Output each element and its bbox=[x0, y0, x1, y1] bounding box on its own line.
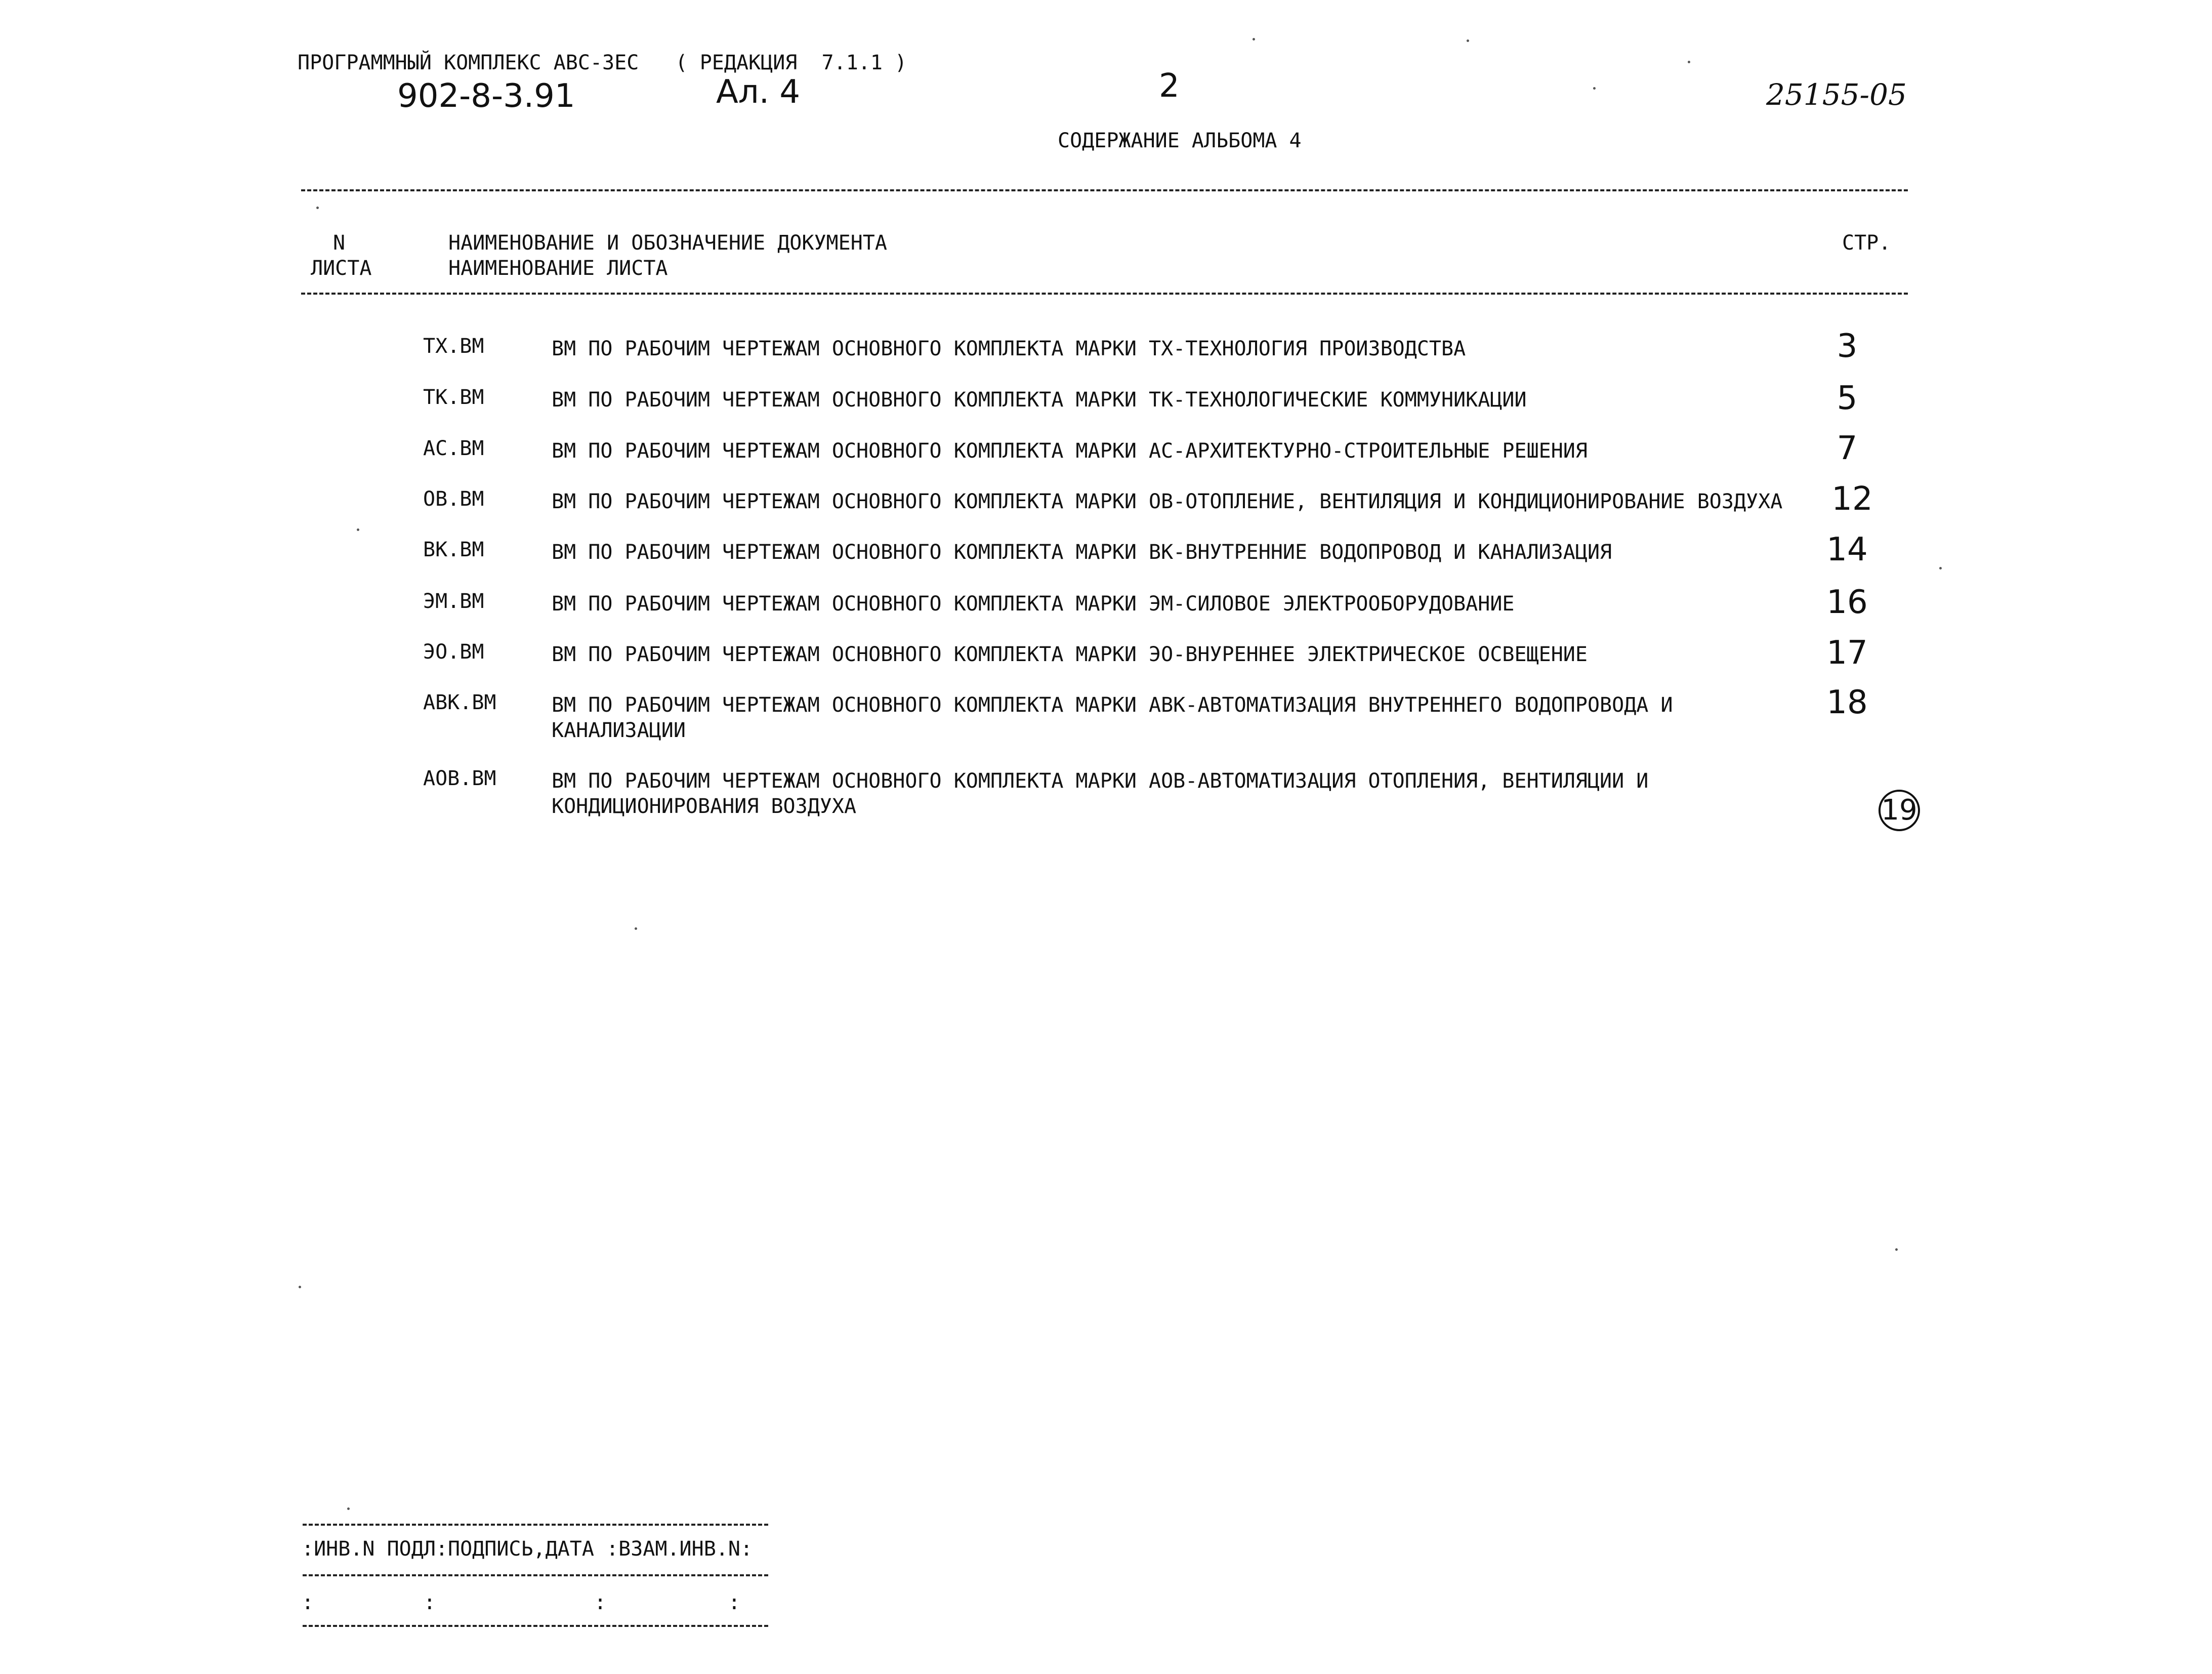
table-header-rule bbox=[301, 293, 1908, 295]
row-name: ВМ ПО РАБОЧИМ ЧЕРТЕЖАМ ОСНОВНОГО КОМПЛЕКТА МАРКИ АВК-АВТОМАТИЗАЦИЯ ВНУТРЕННЕГО ВОДОПРОВОДА И КАНАЛИЗАЦИИ bbox=[552, 693, 1673, 742]
page-number: 2 bbox=[1159, 67, 1180, 105]
table-top-rule bbox=[301, 189, 1908, 191]
scan-speck bbox=[1593, 87, 1596, 90]
row-code: ТХ.ВМ bbox=[423, 335, 484, 358]
row-page-circled bbox=[1817, 757, 1917, 864]
document-title: СОДЕРЖАНИЕ АЛЬБОМА 4 bbox=[1058, 129, 1302, 152]
scan-speck bbox=[1467, 39, 1469, 42]
stamp-rule-top bbox=[303, 1524, 768, 1526]
row-code: ЭО.ВМ bbox=[423, 640, 484, 664]
scan-speck bbox=[635, 927, 637, 930]
row-code: АС.ВМ bbox=[423, 437, 484, 460]
row-code: АОВ.ВМ bbox=[423, 767, 496, 790]
col-sheet-header-2: ЛИСТА bbox=[311, 257, 372, 280]
row-page: 16 bbox=[1826, 584, 1868, 621]
row-name: ВМ ПО РАБОЧИМ ЧЕРТЕЖАМ ОСНОВНОГО КОМПЛЕКТА МАРКИ АОВ-АВТОМАТИЗАЦИЯ ОТОПЛЕНИЯ, ВЕНТИЛЯЦИИ И КОНДИЦИОНИРОВАНИЯ ВОЗДУХА bbox=[552, 769, 1649, 818]
stamp-rule-middle bbox=[303, 1574, 768, 1576]
stamp-rule-bottom bbox=[303, 1625, 768, 1627]
stamp-header: :ИНВ.N ПОДЛ:ПОДПИСЬ,ДАТА :ВЗАМ.ИНВ.N: bbox=[302, 1537, 753, 1561]
scan-speck bbox=[316, 207, 319, 209]
col-page-header: СТР. bbox=[1842, 231, 1891, 255]
row-name: ВМ ПО РАБОЧИМ ЧЕРТЕЖАМ ОСНОВНОГО КОМПЛЕКТА МАРКИ ТК-ТЕХНОЛОГИЧЕСКИЕ КОММУНИКАЦИИ bbox=[552, 388, 1527, 412]
scan-speck bbox=[1253, 38, 1255, 40]
row-name: ВМ ПО РАБОЧИМ ЧЕРТЕЖАМ ОСНОВНОГО КОМПЛЕКТА МАРКИ ТХ-ТЕХНОЛОГИЯ ПРОИЗВОДСТВА bbox=[552, 337, 1466, 360]
row-page: 3 bbox=[1837, 328, 1858, 365]
project-code: 902-8-3.91 bbox=[397, 77, 575, 115]
row-name: ВМ ПО РАБОЧИМ ЧЕРТЕЖАМ ОСНОВНОГО КОМПЛЕКТА МАРКИ ВК-ВНУТРЕННИЕ ВОДОПРОВОД И КАНАЛИЗАЦИЯ bbox=[552, 541, 1612, 564]
stamp-empty-row: : : : : bbox=[302, 1591, 740, 1614]
row-name: ВМ ПО РАБОЧИМ ЧЕРТЕЖАМ ОСНОВНОГО КОМПЛЕКТА МАРКИ АС-АРХИТЕКТУРНО-СТРОИТЕЛЬНЫЕ РЕШЕНИЯ bbox=[552, 439, 1588, 463]
archive-number: 25155-05 bbox=[1766, 77, 1907, 112]
scan-speck bbox=[1688, 61, 1690, 63]
scan-speck bbox=[1939, 567, 1942, 569]
row-name: ВМ ПО РАБОЧИМ ЧЕРТЕЖАМ ОСНОВНОГО КОМПЛЕКТА МАРКИ ЭМ-СИЛОВОЕ ЭЛЕКТРООБОРУДОВАНИЕ bbox=[552, 592, 1515, 616]
row-code: ТК.ВМ bbox=[423, 386, 484, 409]
row-name: ВМ ПО РАБОЧИМ ЧЕРТЕЖАМ ОСНОВНОГО КОМПЛЕКТА МАРКИ ОВ-ОТОПЛЕНИЕ, ВЕНТИЛЯЦИЯ И КОНДИЦИОНИРОВАНИЕ ВОЗДУХА bbox=[552, 490, 1783, 513]
circled-page-number: 19 bbox=[1879, 790, 1920, 831]
scan-speck bbox=[299, 1286, 301, 1288]
row-code: ОВ.ВМ bbox=[423, 487, 484, 511]
scan-speck bbox=[1895, 1248, 1898, 1251]
program-line: ПРОГРАММНЫЙ КОМПЛЕКС АВС-ЗЕС ( РЕДАКЦИЯ 7.1.1 ) bbox=[298, 51, 907, 74]
row-page: 12 bbox=[1831, 480, 1873, 518]
col-sheet-header-1: N bbox=[333, 231, 346, 255]
col-name-header-2: НАИМЕНОВАНИЕ ЛИСТА bbox=[448, 257, 668, 280]
row-page: 14 bbox=[1826, 531, 1868, 568]
row-page: 18 bbox=[1826, 684, 1868, 721]
scan-speck bbox=[347, 1507, 350, 1510]
row-page: 7 bbox=[1837, 430, 1858, 467]
row-name: ВМ ПО РАБОЧИМ ЧЕРТЕЖАМ ОСНОВНОГО КОМПЛЕКТА МАРКИ ЭО-ВНУРЕННЕЕ ЭЛЕКТРИЧЕСКОЕ ОСВЕЩЕНИЕ bbox=[552, 643, 1588, 666]
album-label: Ал. 4 bbox=[716, 73, 801, 111]
row-code: ЭМ.ВМ bbox=[423, 590, 484, 613]
scan-speck bbox=[357, 528, 359, 531]
col-name-header-1: НАИМЕНОВАНИЕ И ОБОЗНАЧЕНИЕ ДОКУМЕНТА bbox=[448, 231, 887, 255]
row-code: АВК.ВМ bbox=[423, 691, 496, 714]
row-page: 5 bbox=[1837, 380, 1858, 417]
row-code: ВК.ВМ bbox=[423, 538, 484, 561]
row-page: 17 bbox=[1826, 634, 1868, 672]
